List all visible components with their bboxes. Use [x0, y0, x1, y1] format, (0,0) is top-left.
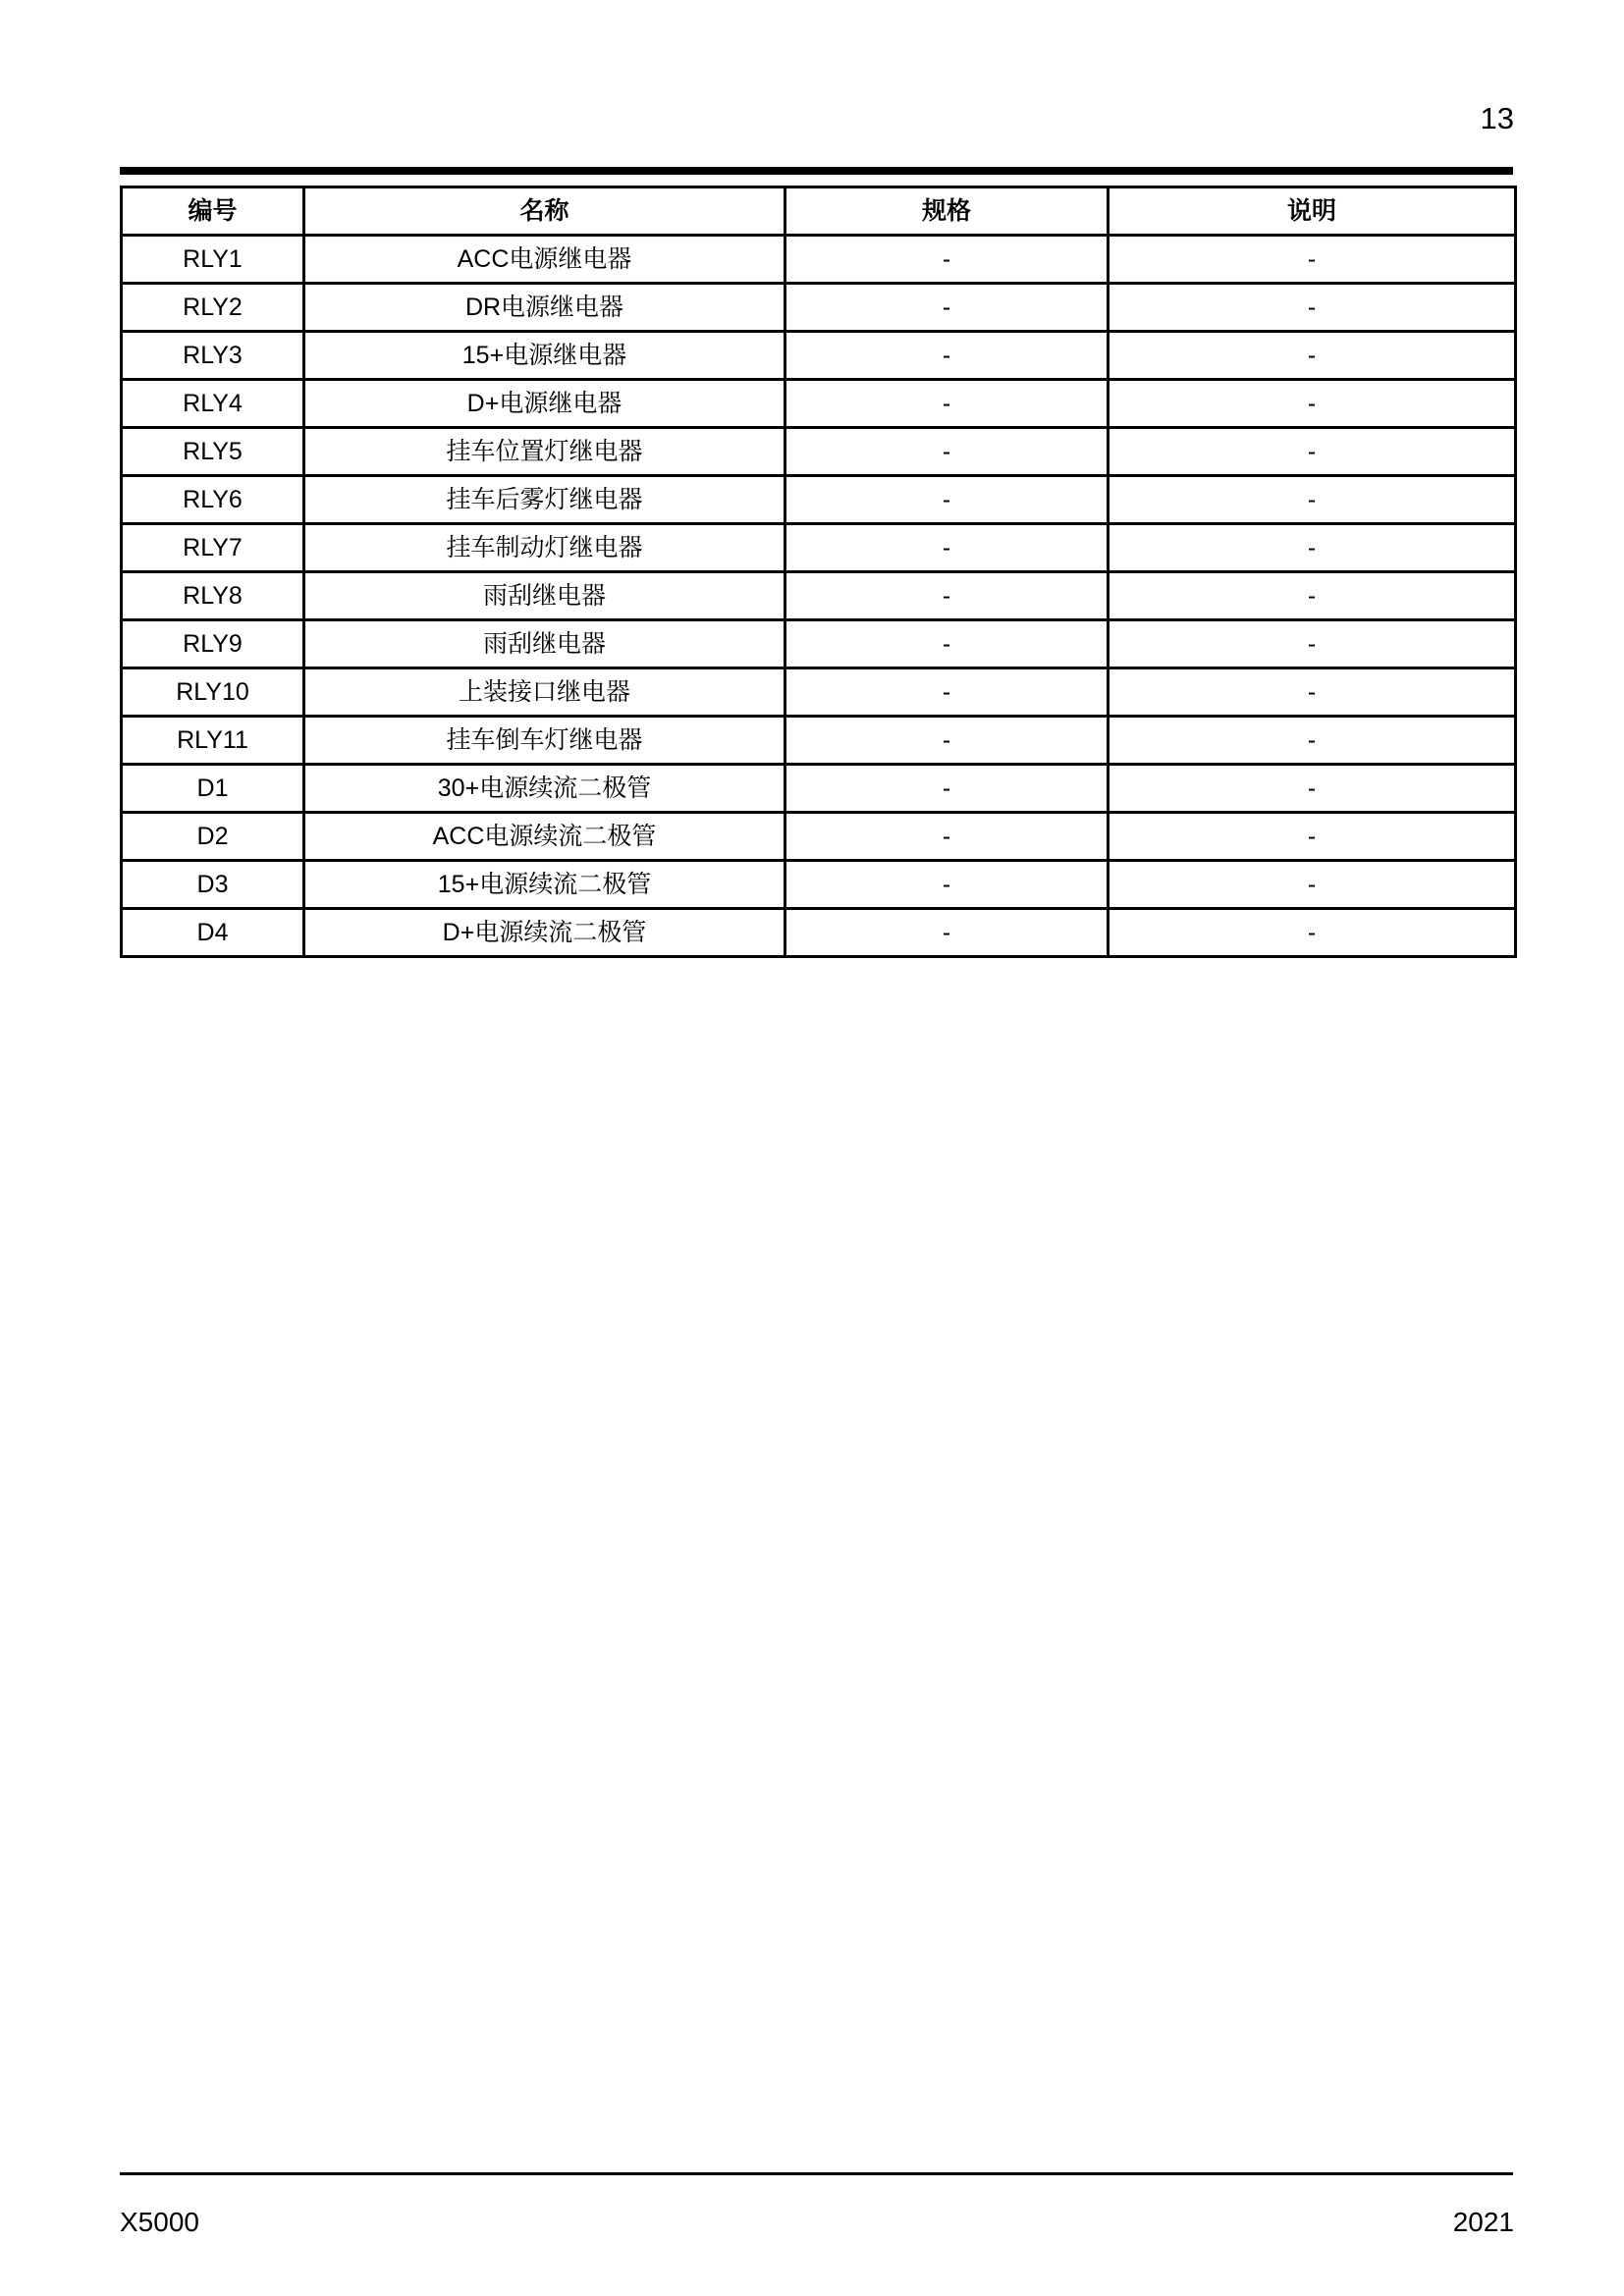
cell-note: -: [1109, 668, 1516, 717]
cell-name: ACC电源继电器: [304, 236, 785, 284]
cell-spec: -: [785, 476, 1109, 524]
cell-spec: -: [785, 813, 1109, 861]
table-header-row: [122, 187, 1516, 236]
table-row: [122, 572, 1516, 620]
header-rule: [120, 167, 1513, 175]
table-row: [122, 861, 1516, 909]
cell-spec: -: [785, 284, 1109, 332]
table-row: [122, 332, 1516, 380]
cell-note: -: [1109, 717, 1516, 765]
cell-id: RLY7: [122, 524, 304, 572]
cell-id: RLY6: [122, 476, 304, 524]
cell-name: ACC电源续流二极管: [304, 813, 785, 861]
column-header-name: 名称: [304, 187, 785, 236]
cell-id: RLY11: [122, 717, 304, 765]
cell-spec: -: [785, 380, 1109, 428]
cell-id: RLY5: [122, 428, 304, 476]
cell-name: D+电源继电器: [304, 380, 785, 428]
table-body: [122, 236, 1516, 957]
cell-name: DR电源继电器: [304, 284, 785, 332]
cell-note: -: [1109, 284, 1516, 332]
table-row: [122, 765, 1516, 813]
cell-id: RLY3: [122, 332, 304, 380]
cell-spec: -: [785, 717, 1109, 765]
table-row: [122, 813, 1516, 861]
cell-note: -: [1109, 332, 1516, 380]
footer-rule: [120, 2172, 1513, 2175]
cell-id: RLY10: [122, 668, 304, 717]
table-row: [122, 524, 1516, 572]
table-row: [122, 284, 1516, 332]
cell-name: 挂车倒车灯继电器: [304, 717, 785, 765]
cell-spec: -: [785, 236, 1109, 284]
cell-name: 挂车制动灯继电器: [304, 524, 785, 572]
cell-note: -: [1109, 861, 1516, 909]
footer-model: X5000: [120, 2207, 199, 2237]
cell-note: -: [1109, 813, 1516, 861]
cell-note: -: [1109, 524, 1516, 572]
cell-id: RLY2: [122, 284, 304, 332]
cell-id: RLY1: [122, 236, 304, 284]
cell-spec: -: [785, 909, 1109, 957]
footer-year: 2021: [1452, 2207, 1514, 2237]
cell-name: 挂车后雾灯继电器: [304, 476, 785, 524]
cell-spec: -: [785, 668, 1109, 717]
parts-table: [120, 186, 1517, 958]
cell-id: D4: [122, 909, 304, 957]
cell-spec: -: [785, 524, 1109, 572]
cell-note: -: [1109, 765, 1516, 813]
cell-name: D+电源续流二极管: [304, 909, 785, 957]
cell-note: -: [1109, 428, 1516, 476]
cell-name: 雨刮继电器: [304, 620, 785, 668]
cell-id: D3: [122, 861, 304, 909]
table-row: [122, 380, 1516, 428]
cell-note: -: [1109, 236, 1516, 284]
table-row: [122, 236, 1516, 284]
cell-name: 30+电源续流二极管: [304, 765, 785, 813]
column-header-note: 说明: [1109, 187, 1516, 236]
cell-id: D1: [122, 765, 304, 813]
column-header-id: 编号: [122, 187, 304, 236]
table-row: [122, 476, 1516, 524]
cell-id: RLY8: [122, 572, 304, 620]
page-number: 13: [1480, 101, 1514, 135]
cell-spec: -: [785, 332, 1109, 380]
table-row: [122, 428, 1516, 476]
table-row: [122, 620, 1516, 668]
cell-name: 15+电源继电器: [304, 332, 785, 380]
cell-name: 15+电源续流二极管: [304, 861, 785, 909]
cell-note: -: [1109, 620, 1516, 668]
cell-spec: -: [785, 620, 1109, 668]
cell-spec: -: [785, 861, 1109, 909]
cell-spec: -: [785, 428, 1109, 476]
cell-spec: -: [785, 572, 1109, 620]
cell-id: RLY4: [122, 380, 304, 428]
cell-note: -: [1109, 476, 1516, 524]
cell-note: -: [1109, 380, 1516, 428]
cell-note: -: [1109, 572, 1516, 620]
cell-spec: -: [785, 765, 1109, 813]
column-header-spec: 规格: [785, 187, 1109, 236]
cell-id: RLY9: [122, 620, 304, 668]
table-row: [122, 668, 1516, 717]
cell-name: 挂车位置灯继电器: [304, 428, 785, 476]
cell-name: 雨刮继电器: [304, 572, 785, 620]
table-row: [122, 717, 1516, 765]
cell-note: -: [1109, 909, 1516, 957]
cell-name: 上装接口继电器: [304, 668, 785, 717]
table-row: [122, 909, 1516, 957]
cell-id: D2: [122, 813, 304, 861]
